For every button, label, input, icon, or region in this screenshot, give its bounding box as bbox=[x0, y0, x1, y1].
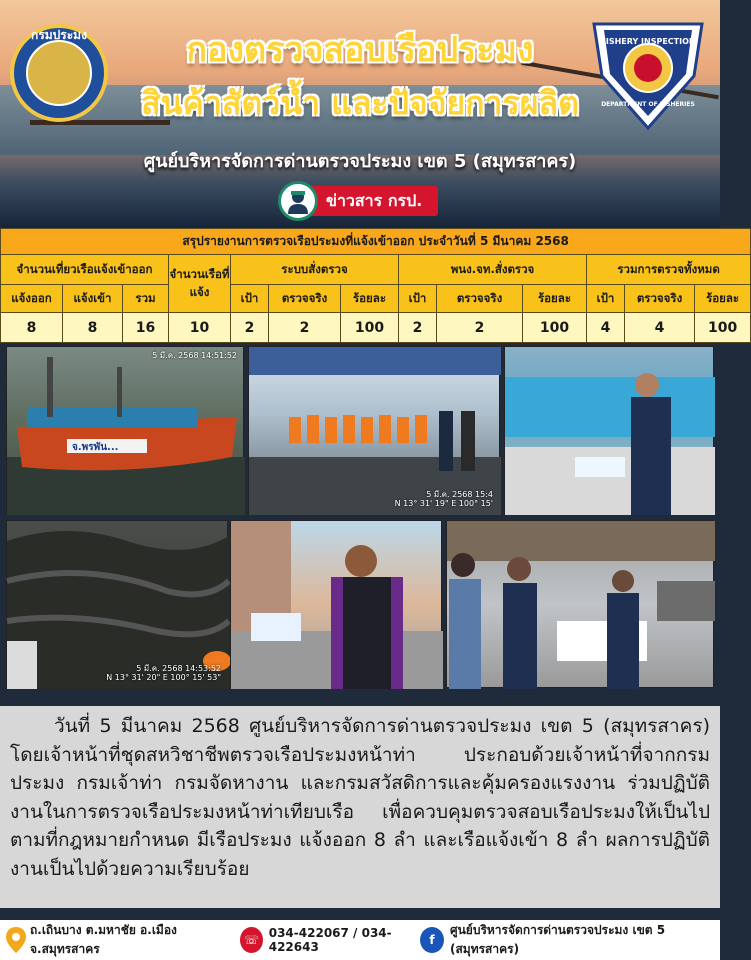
officer-documents-illustration bbox=[231, 521, 443, 689]
header-sys-target: เป้า bbox=[231, 285, 269, 313]
photo-officer-inspection bbox=[504, 346, 714, 514]
value-tot-pct: 100 bbox=[695, 313, 751, 343]
header-out: แจ้งออก bbox=[1, 285, 63, 313]
news-body bbox=[0, 706, 720, 908]
photo-coordinates: N 13° 31' 19" E 100° 15' bbox=[394, 499, 493, 509]
center-name: ศูนย์บริหารจัดการด่านตรวจประมง เขต 5 (สมุทรสาคร) bbox=[143, 151, 577, 172]
value-off-target: 2 bbox=[399, 313, 437, 343]
photo-coordinates: N 13° 31' 20" E 100° 15' 53" bbox=[106, 673, 221, 683]
photo-timestamp bbox=[106, 664, 221, 683]
value-tot-actual: 4 bbox=[625, 313, 695, 343]
footer-facebook[interactable] bbox=[420, 921, 716, 959]
boat-illustration bbox=[7, 347, 245, 515]
photo-date: 5 มี.ค. 2568 14:53:52 bbox=[136, 663, 221, 673]
photo-fishing-nets bbox=[6, 520, 228, 688]
team-illustration bbox=[447, 521, 715, 689]
footer-phone[interactable] bbox=[240, 926, 420, 954]
table-caption: สรุปรายงานการตรวจเรือประมงที่แจ้งเข้าออก ประจำวันที่ 5 มีนาคม 2568 bbox=[1, 229, 751, 255]
logo-text-bottom: DEPARTMENT OF FISHERIES bbox=[601, 101, 695, 108]
photo-team-checking bbox=[446, 520, 714, 688]
header-tot-actual: ตรวจจริง bbox=[625, 285, 695, 313]
value-off-pct: 100 bbox=[523, 313, 587, 343]
header-boat-count: จำนวนเรือที่แจ้ง bbox=[169, 255, 231, 313]
news-paragraph: วันที่ 5 มีนาคม 2568 ศูนย์บริหารจัดการด่านตรวจประมง เขต 5 (สมุทรสาคร) โดยเจ้าหน้าที่ชุดสหวิชาชีพตรวจเรือประมงหน้าท่า ประกอบด้วยเจ้าหน้าที่จากกรมประมง กรมเจ้าท่า กรมจัดหางาน และกรมสวัสดิการและคุ้มครองแรงงาน ร่วมปฏิบัติงานในการตรวจเรือประมงหน้าท่าเทียบเรือ เพื่อควบคุมตรวจสอบเรือประมงให้เป็นไปตามที่กฎหมายกำหนด มีเรือประมง แจ้งออก 8 ลำ และเรือแจ้งเข้า 8 ลำ ผลการปฏิบัติงานเป็นไปด้วยความเรียบร้อย bbox=[10, 715, 710, 880]
header-tot-target: เป้า bbox=[587, 285, 625, 313]
photo-fishing-boat bbox=[6, 346, 244, 514]
value-count: 10 bbox=[169, 313, 231, 343]
location-pin-icon bbox=[6, 927, 26, 953]
header-system: ระบบสั่งตรวจ bbox=[231, 255, 399, 285]
value-in: 8 bbox=[63, 313, 123, 343]
header-tot-pct: ร้อยละ bbox=[695, 285, 751, 313]
header-sum: รวม bbox=[123, 285, 169, 313]
logo-text: กรมประมง bbox=[31, 28, 87, 42]
inspection-summary-table bbox=[0, 228, 751, 343]
value-sys-actual: 2 bbox=[269, 313, 341, 343]
value-tot-target: 4 bbox=[587, 313, 625, 343]
header-total: รวมการตรวจทั้งหมด bbox=[587, 255, 751, 285]
header-off-target: เป้า bbox=[399, 285, 437, 313]
photo-officer-documents bbox=[230, 520, 442, 688]
photo-date: 5 มี.ค. 2568 15:4 bbox=[426, 489, 493, 499]
photo-timestamp: 5 มี.ค. 2568 14:51:52 bbox=[152, 351, 237, 360]
header-trips: จำนวนเที่ยวเรือแจ้งเข้าออก bbox=[1, 255, 169, 285]
value-off-actual: 2 bbox=[437, 313, 523, 343]
phone-text: 034-422067 / 034-422643 bbox=[268, 926, 392, 954]
news-label: ข่าวสาร กรป. bbox=[308, 186, 438, 216]
value-sys-pct: 100 bbox=[341, 313, 399, 343]
header-off-pct: ร้อยละ bbox=[523, 285, 587, 313]
facebook-icon: f bbox=[420, 927, 444, 953]
phone-icon: ☏ bbox=[240, 927, 263, 953]
header-banner bbox=[0, 0, 720, 228]
page-subtitle-line2: สินค้าสัตว์น้ำ และปัจจัยการผลิต bbox=[141, 84, 579, 122]
photo-crew-meeting bbox=[248, 346, 500, 514]
photo-timestamp bbox=[395, 490, 493, 509]
logo-text-top: FISHERY INSPECTION bbox=[600, 37, 696, 46]
footer-address bbox=[0, 921, 240, 959]
footer bbox=[0, 920, 720, 960]
officer-avatar-icon bbox=[278, 181, 318, 221]
facebook-text: ศูนย์บริหารจัดการด่านตรวจประมง เขต 5 (สมุทรสาคร) bbox=[449, 923, 666, 956]
address-text: ถ.เถินบาง ต.มหาชัย อ.เมือง จ.สมุทรสาคร bbox=[30, 923, 177, 956]
value-sum: 16 bbox=[123, 313, 169, 343]
boat-name: จ.พรพัน... bbox=[72, 442, 119, 453]
header-sys-pct: ร้อยละ bbox=[341, 285, 399, 313]
news-badge bbox=[278, 182, 438, 220]
officer-illustration bbox=[505, 347, 715, 515]
value-sys-target: 2 bbox=[231, 313, 269, 343]
header-in: แจ้งเข้า bbox=[63, 285, 123, 313]
header-officer: พนง.จท.สั่งตรวจ bbox=[399, 255, 587, 285]
value-out: 8 bbox=[1, 313, 63, 343]
header-off-actual: ตรวจจริง bbox=[437, 285, 523, 313]
page-title: กองตรวจสอบเรือประมง bbox=[186, 30, 534, 70]
header-sys-actual: ตรวจจริง bbox=[269, 285, 341, 313]
